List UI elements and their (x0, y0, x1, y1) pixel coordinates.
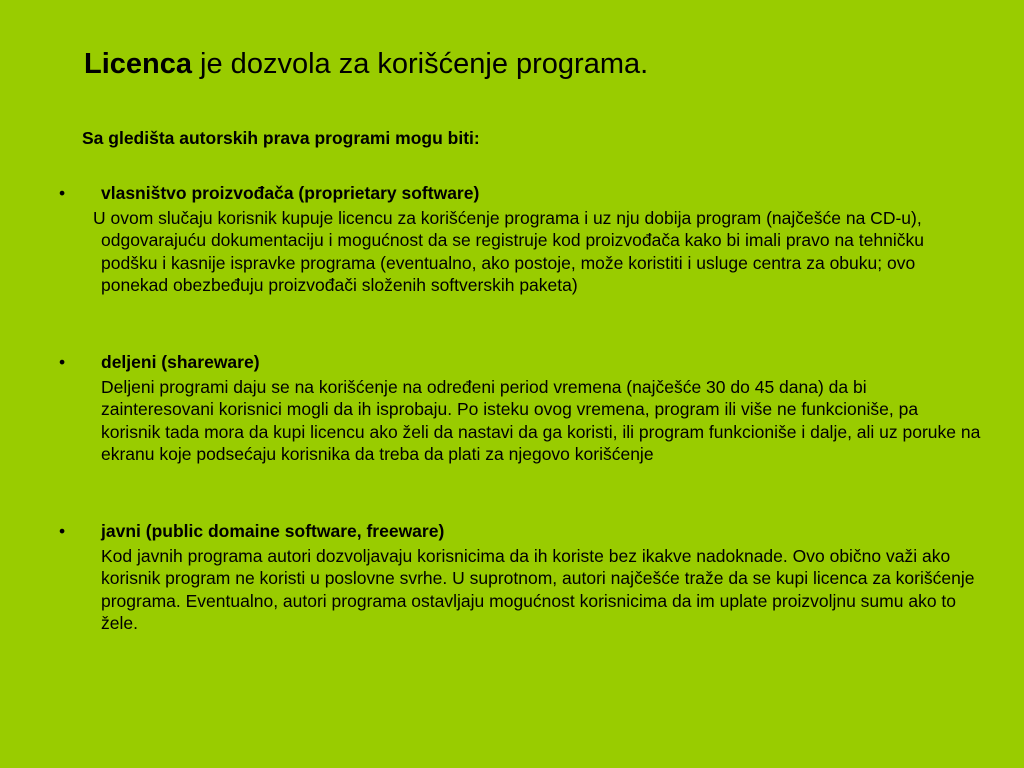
bullet-dot-icon: • (59, 183, 66, 203)
bullet-heading: deljeni (shareware) (101, 352, 260, 372)
slide-title-bold: Licenca (84, 48, 192, 80)
bullet-heading: vlasništvo proizvođača (proprietary software) (101, 183, 480, 203)
bullet-body: U ovom slučaju korisnik kupuje licencu za korišćenje programa i uz nju dobija program (najčešće na CD-u), odgovarajuću dokumentaciju i mogućnost da se registruje kod proizvođača kako bi imali pravo na tehničku podšku i kasnije ispravke programa (eventualno, ako postoje, može koristiti i usluge centra za obuku; ovo ponekad obezbeđuju proizvođači složenih softverskih paketa) (93, 208, 924, 296)
bullet-body: Deljeni programi daju se na korišćenje na određeni period vremena (najčešće 30 do 45 dana) da bi zainteresovani korisnici mogli da ih isprobaju. Po isteku ovog vremena, program ili više ne funkcioniše, pa korisnik tada mora da kupi licencu ako želi da nastavi da ga koristi, ili program funkcioniše i dalje, ali uz poruke na ekranu koje podsećaju korisnika da treba da plati za njegovo korišćenje (101, 377, 981, 465)
slide-subtitle: Sa gledišta autorskih prava programi mogu biti: (82, 128, 480, 148)
bullet-dot-icon: • (59, 521, 66, 541)
slide-title-rest: je dozvola za korišćenje programa. (192, 48, 649, 80)
bullet-body: Kod javnih programa autori dozvoljavaju korisnicima da ih koriste bez ikakve nadoknade. Ovo obično važi ako korisnik program ne koristi u poslovne svrhe. U suprotnom, autori najčešće traže da se kupi licenca za korišćenje programa. Eventualno, autori programa ostavljaju mogućnost korisnicima da im uplate proizvoljnu sumu ako to žele. (101, 546, 975, 634)
slide-title (84, 46, 648, 82)
bullet-dot-icon: • (59, 352, 66, 372)
bullet-heading: javni (public domaine software, freeware) (101, 521, 445, 541)
